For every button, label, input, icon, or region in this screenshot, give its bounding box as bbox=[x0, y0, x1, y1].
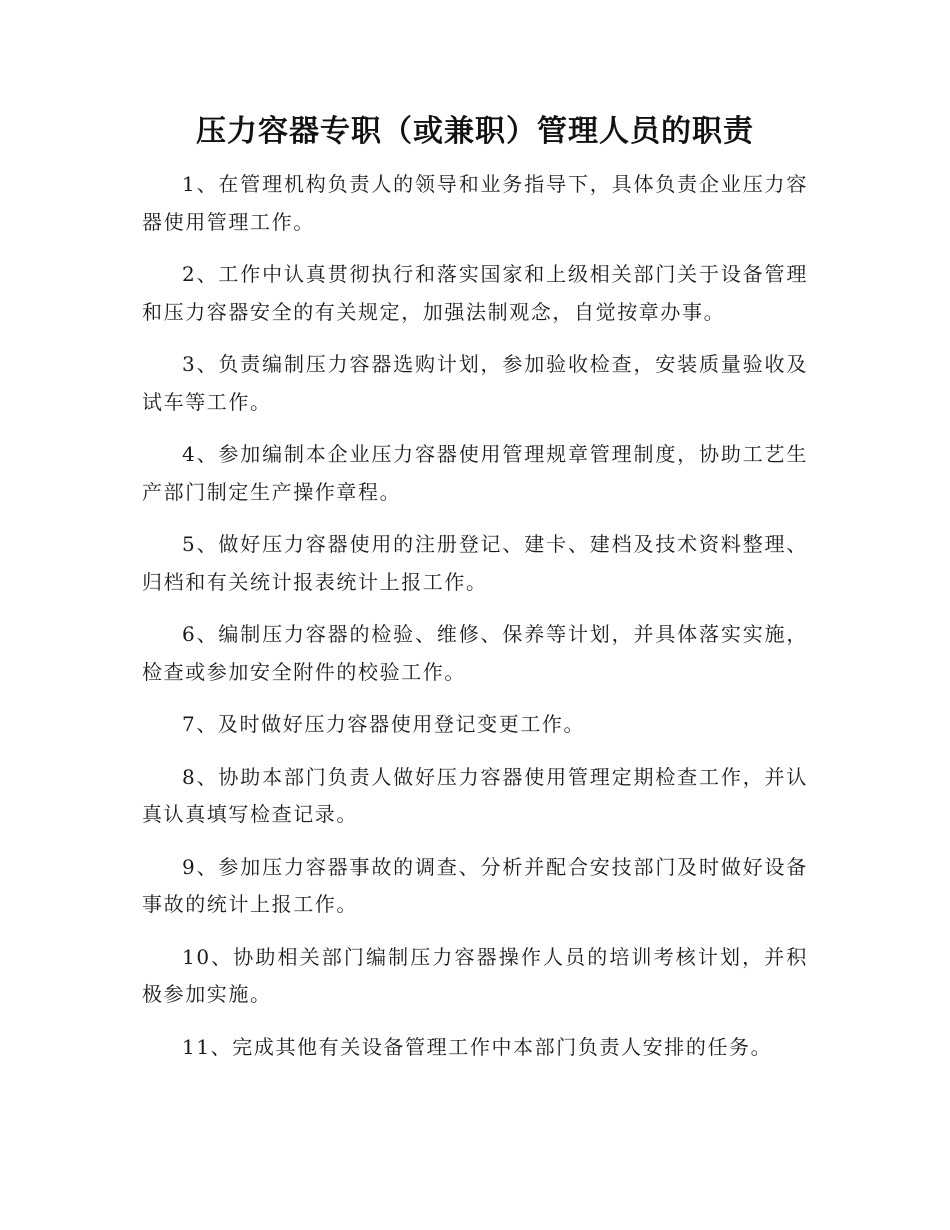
duty-paragraph-2: 2、工作中认真贯彻执行和落实国家和上级相关部门关于设备管理和压力容器安全的有关规定，加强法制观念，自觉按章办事。 bbox=[142, 262, 808, 324]
document-title: 压力容器专职（或兼职）管理人员的职责 bbox=[196, 114, 754, 149]
duty-paragraph-8: 8、协助本部门负责人做好压力容器使用管理定期检查工作，并认真认真填写检查记录。 bbox=[142, 764, 808, 826]
duty-paragraph-4: 4、参加编制本企业压力容器使用管理规章管理制度，协助工艺生产部门制定生产操作章程。 bbox=[142, 442, 808, 504]
duty-paragraph-10: 10、协助相关部门编制压力容器操作人员的培训考核计划，并积极参加实施。 bbox=[142, 944, 808, 1006]
duty-paragraph-7: 7、及时做好压力容器使用登记变更工作。 bbox=[182, 712, 586, 736]
duty-paragraph-3: 3、负责编制压力容器选购计划，参加验收检查，安装质量验收及试车等工作。 bbox=[142, 352, 808, 414]
duty-paragraph-1: 1、在管理机构负责人的领导和业务指导下，具体负责企业压力容器使用管理工作。 bbox=[142, 172, 808, 234]
document-body bbox=[142, 166, 808, 1081]
duty-paragraph-5: 5、做好压力容器使用的注册登记、建卡、建档及技术资料整理、归档和有关统计报表统计上报工作。 bbox=[142, 532, 808, 594]
duty-paragraph-6: 6、编制压力容器的检验、维修、保养等计划，并具体落实实施，检查或参加安全附件的校验工作。 bbox=[142, 622, 808, 684]
duty-paragraph-9: 9、参加压力容器事故的调查、分析并配合安技部门及时做好设备事故的统计上报工作。 bbox=[142, 854, 808, 916]
duty-paragraph-11: 11、完成其他有关设备管理工作中本部门负责人安排的任务。 bbox=[182, 1034, 773, 1059]
